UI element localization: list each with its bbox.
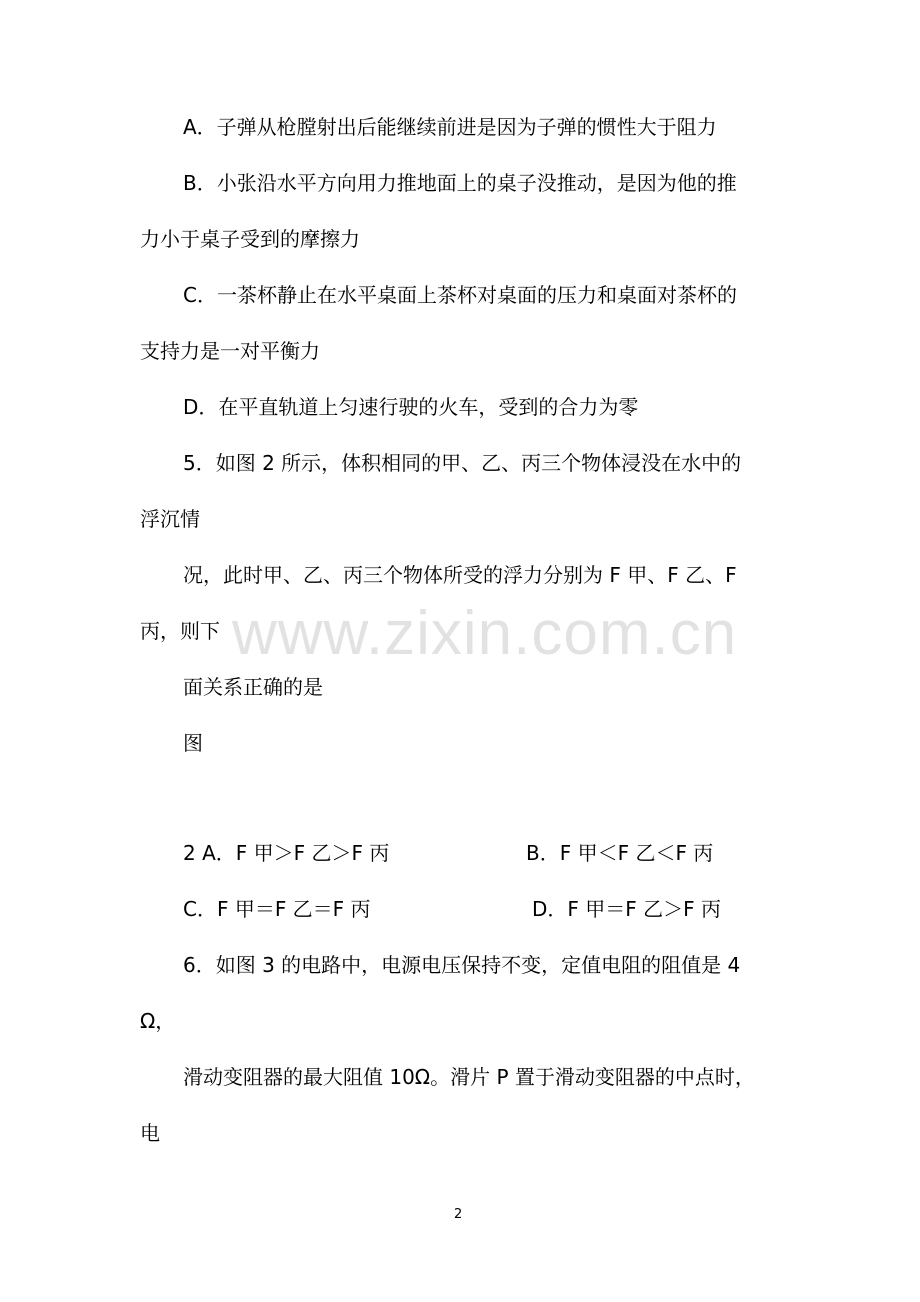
question-6-line3: 滑动变阻器的最大阻值 10Ω。滑片 P 置于滑动变阻器的中点时， [183, 1065, 755, 1089]
answer-option-b: B．F 甲＜F 乙＜F 丙 [526, 841, 714, 865]
question-5-line2: 浮沉情 [140, 507, 200, 531]
question-6-line4: 电 [140, 1121, 160, 1145]
answer-option-a: 2 A．F 甲＞F 乙＞F 丙 [183, 841, 390, 865]
option-d-text: D．在平直轨道上匀速行驶的火车，受到的合力为零 [183, 395, 639, 419]
figure-label: 图 [183, 731, 203, 755]
option-b-text-line2: 力小于桌子受到的摩擦力 [140, 227, 360, 251]
answer-option-d: D．F 甲＝F 乙＞F 丙 [532, 897, 721, 921]
question-5-line3: 况，此时甲、乙、丙三个物体所受的浮力分别为 F 甲、F 乙、F [183, 563, 737, 587]
option-c-text-line1: C．一茶杯静止在水平桌面上茶杯对桌面的压力和桌面对茶杯的 [183, 283, 737, 307]
page-number: 2 [454, 1207, 463, 1222]
option-b-text-line1: B．小张沿水平方向用力推地面上的桌子没推动，是因为他的推 [183, 171, 737, 195]
question-6-line1: 6．如图 3 的电路中，电源电压保持不变，定值电阻的阻值是 4 [183, 953, 741, 977]
watermark: www.zixin.com.cn [232, 599, 738, 668]
question-5-line4: 丙，则下 [140, 619, 220, 643]
option-c-text-line2: 支持力是一对平衡力 [140, 339, 320, 363]
answer-option-c: C．F 甲＝F 乙＝F 丙 [183, 897, 371, 921]
question-5-line1: 5．如图 2 所示，体积相同的甲、乙、丙三个物体浸没在水中的 [183, 451, 742, 475]
question-6-line2: Ω， [140, 1009, 176, 1033]
option-a-text: A．子弹从枪膛射出后能继续前进是因为子弹的惯性大于阻力 [183, 115, 717, 139]
question-5-line5: 面关系正确的是 [183, 675, 323, 699]
